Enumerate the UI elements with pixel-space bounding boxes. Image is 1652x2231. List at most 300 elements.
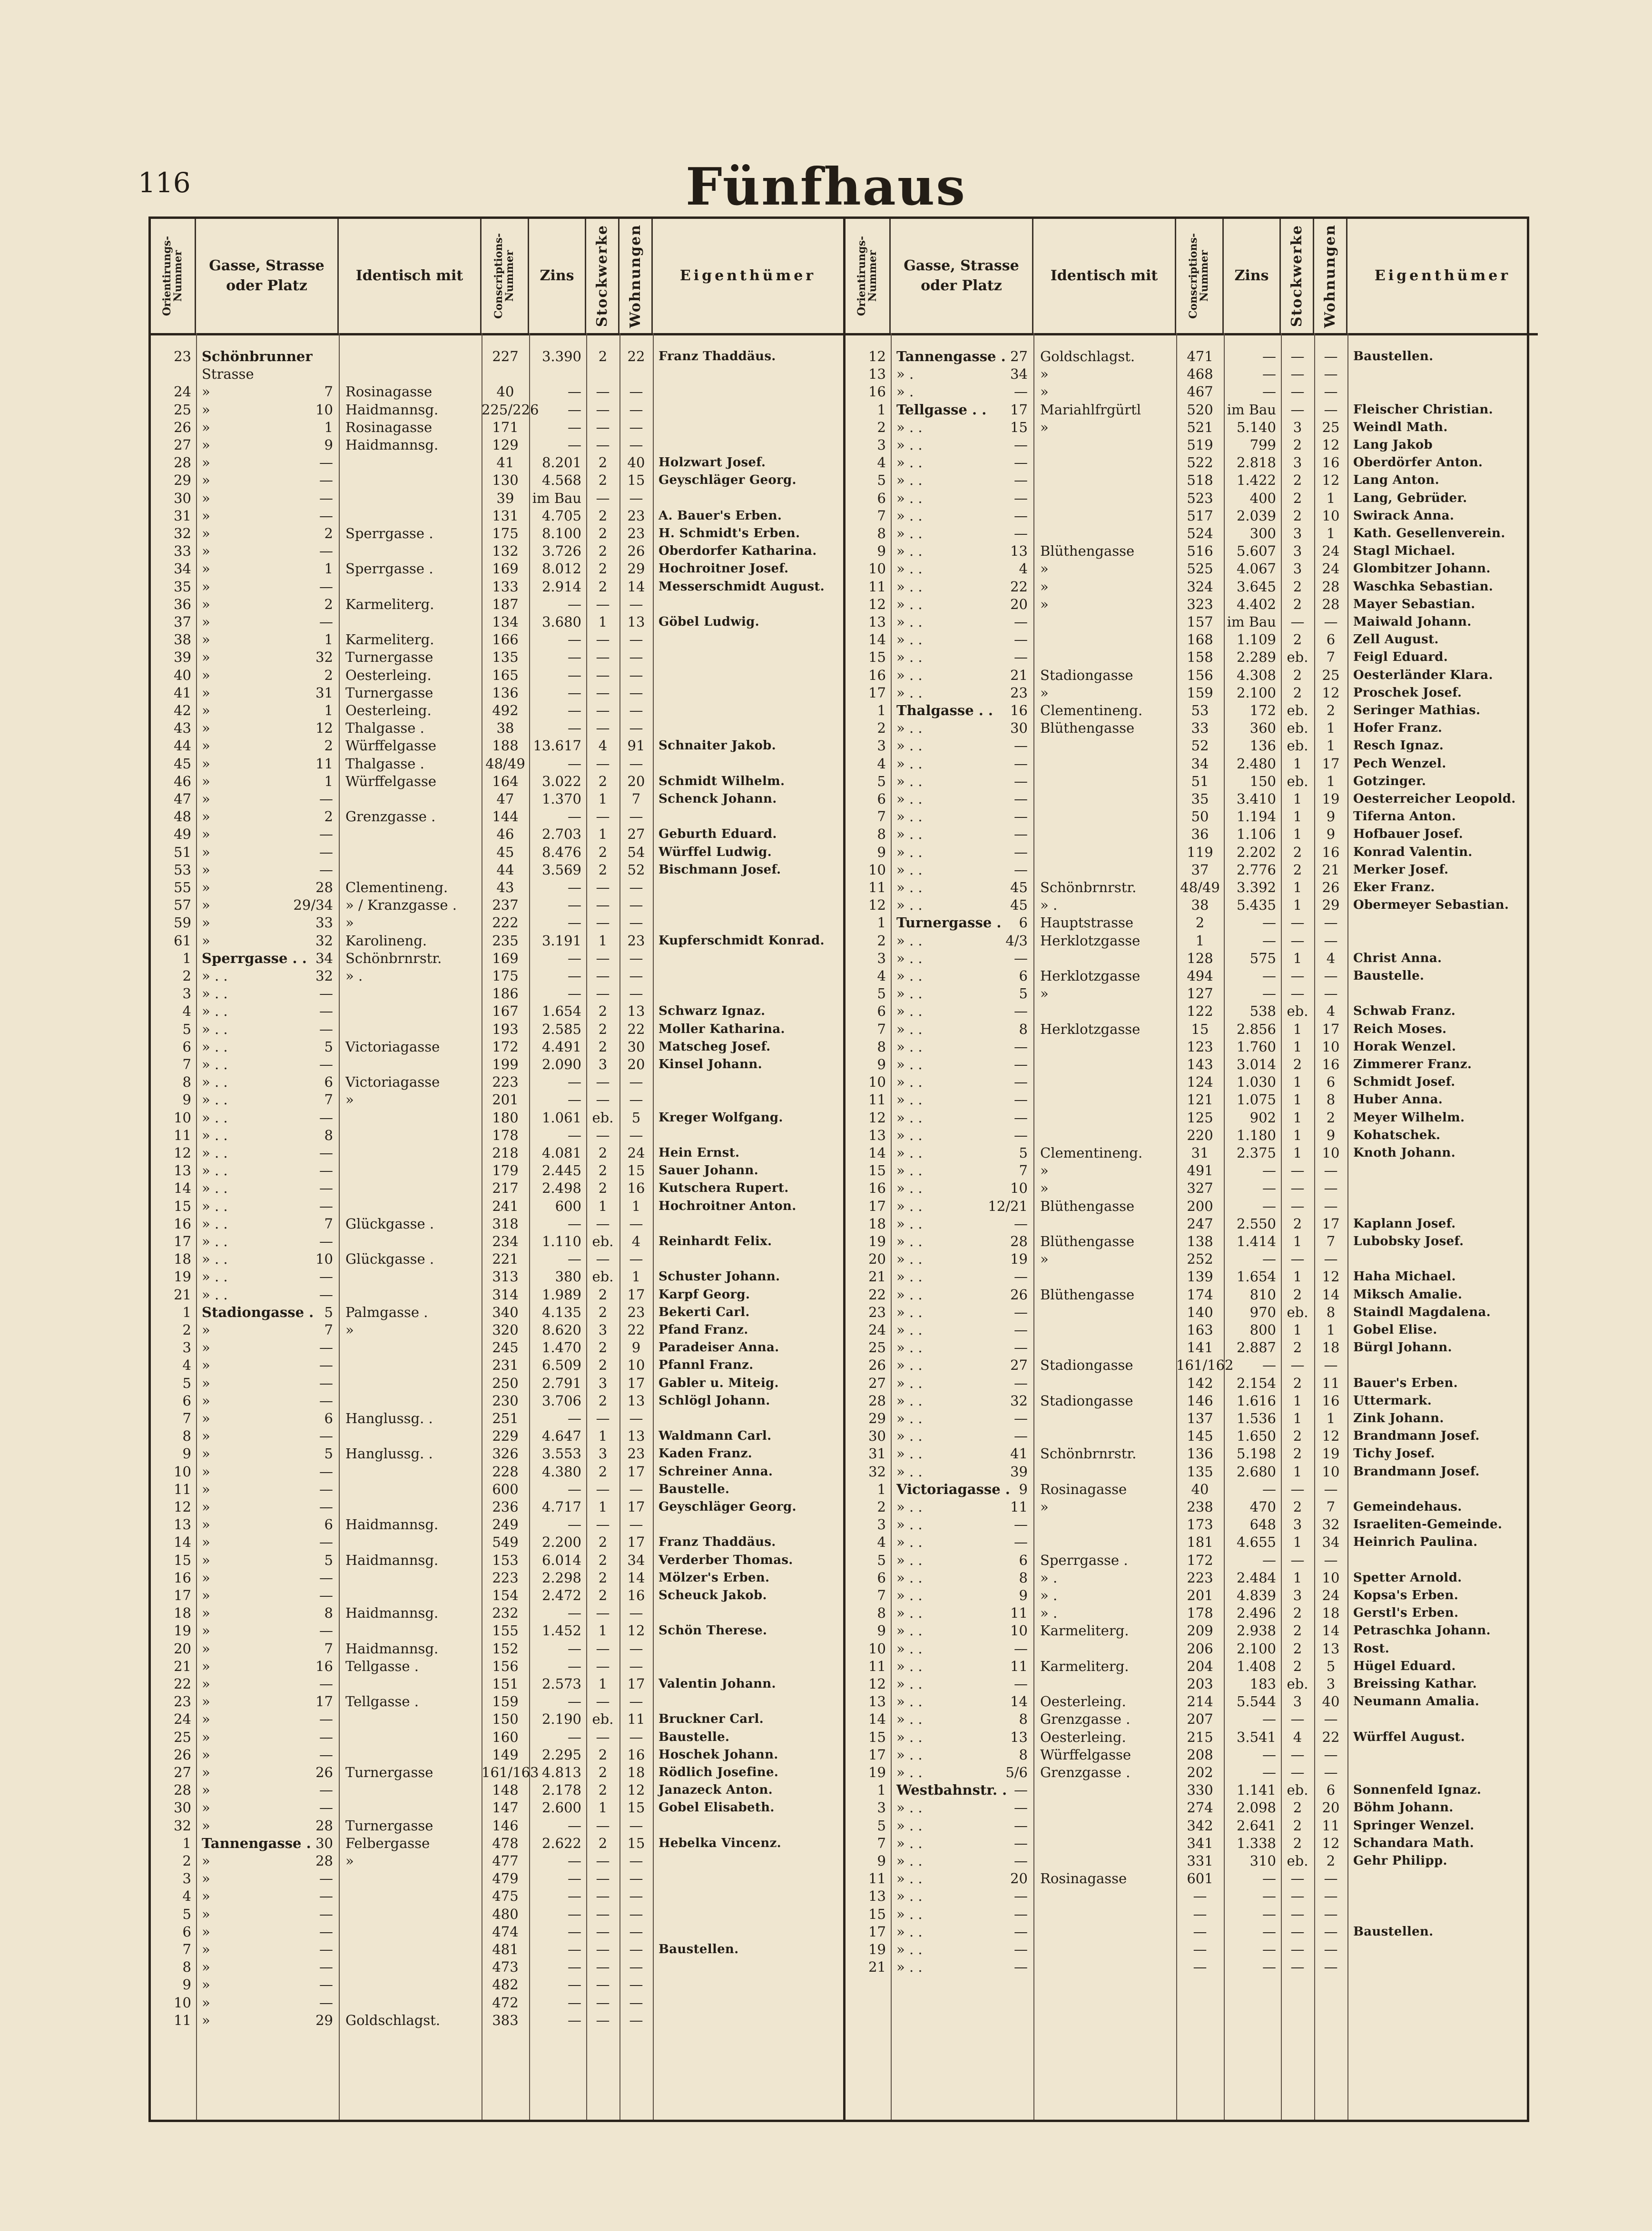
street: » . .: [896, 1534, 923, 1551]
zins: 2.938: [1236, 1622, 1276, 1639]
ord-number: 1: [182, 1304, 191, 1320]
wohnungen: —: [629, 1693, 643, 1710]
consc-number: —: [1193, 1906, 1207, 1922]
street: »: [202, 826, 210, 843]
consc-number: 204: [1187, 1658, 1213, 1674]
owner: Paradeiser Anna.: [659, 1340, 779, 1355]
street: » . .: [896, 490, 923, 506]
consc-number: 215: [1187, 1729, 1213, 1745]
consc-number: 477: [492, 1853, 519, 1869]
zins: 1.109: [1236, 631, 1276, 648]
ord-number: 1: [877, 401, 886, 418]
ord-number: 55: [174, 879, 191, 895]
street: » . .: [896, 1410, 923, 1426]
owner: Gobel Elise.: [1353, 1323, 1437, 1337]
owner: Gemeindehaus.: [1353, 1500, 1462, 1514]
stockwerke: 2: [1293, 1640, 1302, 1657]
zins: 3.553: [541, 1445, 581, 1462]
stockwerke: —: [596, 985, 610, 1002]
ident-number: —: [1014, 1339, 1028, 1356]
ident-street: Thalgasse .: [345, 755, 424, 772]
street: » . .: [202, 968, 228, 984]
ord-number: 14: [174, 1534, 191, 1551]
stockwerke: —: [596, 1091, 610, 1108]
owner: Mayer Sebastian.: [1353, 597, 1475, 611]
ident-number: —: [319, 1534, 333, 1551]
stockwerke: —: [596, 1906, 610, 1922]
owner: Böhm Johann.: [1353, 1800, 1454, 1815]
owner: Maiwald Johann.: [1353, 615, 1472, 629]
ident-number: 4: [1019, 560, 1028, 577]
ident-number: 34: [1010, 366, 1028, 383]
stockwerke: —: [596, 1127, 610, 1143]
street: » . .: [896, 950, 923, 966]
consc-number: 38: [496, 720, 514, 737]
owner: Heinrich Paulina.: [1353, 1535, 1478, 1550]
wohnungen: 6: [1326, 631, 1336, 648]
street: » . .: [896, 1658, 923, 1674]
zins: 2.496: [1236, 1605, 1276, 1622]
owner: Pfannl Franz.: [659, 1358, 754, 1373]
wohnungen: —: [629, 897, 643, 914]
ident-number: 8: [1019, 1711, 1028, 1728]
wohnungen: —: [629, 1994, 643, 2011]
consc-number: 524: [1187, 525, 1213, 541]
zins: 799: [1249, 437, 1276, 453]
street: »: [202, 578, 210, 595]
ord-number: 30: [174, 1799, 191, 1816]
street: »: [202, 472, 210, 489]
table-row: [846, 1145, 1538, 1161]
ident-number: —: [319, 472, 333, 489]
owner: Brandmann Josef.: [1353, 1464, 1480, 1479]
stockwerke: 2: [1293, 472, 1302, 489]
ident-number: 29/34: [293, 897, 333, 914]
street: »: [202, 1481, 210, 1497]
street: »: [202, 560, 210, 577]
ord-number: 23: [174, 348, 191, 364]
owner: Schreiner Anna.: [659, 1464, 773, 1479]
table-row: [151, 1410, 843, 1426]
street: »: [202, 702, 210, 718]
ord-number: 1: [182, 950, 191, 966]
ident-number: —: [319, 1357, 333, 1374]
stockwerke: 3: [1293, 543, 1302, 560]
stockwerke: 2: [598, 1286, 608, 1303]
table-row: [151, 1110, 843, 1126]
table-row: [846, 1605, 1538, 1621]
ord-number: 30: [868, 1428, 886, 1445]
wohnungen: —: [629, 1870, 643, 1887]
ident-street: Haidmannsg.: [345, 401, 439, 418]
wohnungen: 1: [1326, 1322, 1336, 1338]
wohnungen: —: [629, 914, 643, 931]
wohnungen: 1: [1326, 720, 1336, 737]
zins: 5.435: [1236, 897, 1276, 914]
ord-number: 31: [868, 1445, 886, 1462]
stockwerke: 2: [598, 844, 608, 860]
stockwerke: 1: [598, 1676, 608, 1692]
stockwerke: —: [596, 684, 610, 701]
consc-number: 249: [492, 1516, 519, 1533]
ident-number: 17: [315, 1693, 333, 1710]
stockwerke: 3: [598, 1056, 608, 1072]
consc-number: 146: [1187, 1392, 1213, 1409]
consc-number: 472: [492, 1994, 519, 2011]
zins: —: [568, 419, 581, 435]
wohnungen: 13: [627, 1392, 645, 1409]
zins: —: [1262, 1552, 1276, 1568]
ident-number: —: [319, 1109, 333, 1126]
street: » . .: [896, 808, 923, 825]
zins: —: [1262, 968, 1276, 984]
table-row: [846, 649, 1538, 665]
zins: 1.452: [541, 1622, 581, 1639]
wohnungen: 24: [1322, 543, 1340, 560]
ident-street: Oesterleing.: [345, 702, 432, 718]
zins: 172: [1249, 702, 1276, 718]
ident-number: 5: [324, 1304, 333, 1320]
ident-number: —: [1014, 791, 1028, 807]
ord-number: 42: [174, 702, 191, 718]
wohnungen: 40: [1322, 1693, 1340, 1710]
ident-number: —: [319, 543, 333, 560]
consc-number: 223: [492, 1569, 519, 1586]
owner: Gobel Elisabeth.: [659, 1800, 775, 1815]
wohnungen: 17: [627, 1286, 645, 1303]
table-row: [846, 1676, 1538, 1692]
stockwerke: 1: [598, 614, 608, 630]
table-row: [151, 1091, 843, 1108]
zins: 1.536: [1236, 1410, 1276, 1426]
zins: 1.180: [1236, 1127, 1276, 1143]
stockwerke: —: [1290, 1941, 1305, 1957]
consc-number: 167: [492, 1003, 519, 1020]
wohnungen: —: [629, 383, 643, 400]
ord-number: 9: [877, 844, 886, 860]
ident-number: —: [1014, 1127, 1028, 1143]
wohnungen: 10: [1322, 1569, 1340, 1586]
ident-street: Palmgasse .: [345, 1304, 428, 1320]
wohnungen: 13: [627, 1428, 645, 1445]
table-row: [846, 667, 1538, 683]
street: » . .: [896, 614, 923, 630]
street: » . .: [202, 1091, 228, 1108]
owner: Baustelle.: [1353, 969, 1425, 983]
table-row: [846, 1428, 1538, 1444]
zins: 1.654: [1236, 1268, 1276, 1285]
street: » . .: [896, 560, 923, 577]
street: » . .: [896, 1923, 923, 1940]
street: » . .: [896, 1180, 923, 1197]
ord-number: 28: [868, 1392, 886, 1409]
consc-number: 180: [492, 1109, 519, 1126]
street: » . .: [896, 1605, 923, 1622]
stockwerke: —: [1290, 366, 1305, 383]
ord-number: 8: [877, 525, 886, 541]
consc-number: 228: [492, 1463, 519, 1480]
street: » . .: [202, 1180, 228, 1197]
ident-street: Herklotzgasse: [1040, 932, 1141, 949]
consc-number: 165: [492, 667, 519, 683]
wohnungen: 17: [627, 1375, 645, 1391]
ident-number: —: [319, 1481, 333, 1497]
ident-number: 1: [324, 631, 333, 648]
stockwerke: —: [596, 1853, 610, 1869]
ident-number: 9: [324, 437, 333, 453]
ord-number: 51: [174, 844, 191, 860]
zins: —: [568, 1640, 581, 1657]
table-row: [151, 1676, 843, 1692]
street: »: [202, 1693, 210, 1710]
owner: Verderber Thomas.: [659, 1553, 793, 1567]
ord-number: 15: [868, 1906, 886, 1922]
consc-number: 601: [1187, 1870, 1213, 1887]
zins: 2.178: [541, 1782, 581, 1799]
stockwerke: 2: [1293, 667, 1302, 683]
zins: 800: [1249, 1322, 1276, 1338]
wohnungen: 54: [627, 844, 645, 860]
ord-number: 2: [182, 968, 191, 984]
ident-street: Herklotzgasse: [1040, 1021, 1141, 1037]
table-row: [151, 1570, 843, 1586]
wohnungen: —: [629, 401, 643, 418]
wohnungen: —: [1324, 1251, 1338, 1268]
ord-number: 12: [868, 897, 886, 914]
consc-number: 238: [1187, 1499, 1213, 1515]
table-row: [846, 1924, 1538, 1940]
ident-number: —: [1014, 1782, 1028, 1799]
consc-number: 140: [1187, 1304, 1213, 1320]
zins: 3.410: [1236, 791, 1276, 807]
ident-number: —: [319, 861, 333, 878]
ord-number: 2: [182, 1322, 191, 1338]
consc-number: 227: [492, 348, 519, 364]
stockwerke: —: [1290, 1888, 1305, 1905]
zins: —: [1262, 1357, 1276, 1374]
wohnungen: 20: [1322, 1799, 1340, 1816]
owner: H. Schmidt's Erben.: [659, 526, 800, 541]
stockwerke: —: [596, 1817, 610, 1834]
consc-number: 169: [492, 950, 519, 966]
street: » . .: [896, 649, 923, 666]
zins: 1.194: [1236, 808, 1276, 825]
street: » . .: [896, 1322, 923, 1338]
street: »: [202, 1729, 210, 1745]
street: » . .: [896, 879, 923, 895]
ident-number: 23: [1010, 684, 1028, 701]
ident-street: Turnergasse: [345, 649, 433, 666]
ident-number: —: [319, 791, 333, 807]
ord-number: 7: [877, 507, 886, 524]
consc-number: 342: [1187, 1817, 1213, 1834]
ord-number: 7: [182, 1056, 191, 1072]
zins: —: [568, 720, 581, 737]
ord-number: 13: [174, 1162, 191, 1179]
owner: Sauer Johann.: [659, 1163, 758, 1178]
street: » . .: [896, 1215, 923, 1232]
street: » . .: [202, 1145, 228, 1161]
wohnungen: —: [1324, 401, 1338, 418]
wohnungen: —: [629, 684, 643, 701]
table-row: [151, 1711, 843, 1727]
consc-number: 171: [492, 419, 519, 435]
stockwerke: 2: [598, 454, 608, 471]
zins: 1.106: [1236, 826, 1276, 843]
wohnungen: —: [1324, 1906, 1338, 1922]
ident-number: —: [319, 1233, 333, 1249]
consc-number: 481: [492, 1941, 519, 1957]
table-row: [151, 579, 843, 595]
ident-street: » .: [1040, 1569, 1058, 1586]
street: » . .: [896, 1552, 923, 1568]
ident-street: Hanglussg. .: [345, 1445, 433, 1462]
table-row: [846, 1658, 1538, 1674]
table-row: [846, 1481, 1538, 1497]
zins: —: [1262, 1251, 1276, 1268]
header-stock: Stockwerke: [1281, 219, 1314, 333]
consc-number: 128: [1187, 950, 1213, 966]
stockwerke: 1: [1293, 1091, 1302, 1108]
zins: 5.198: [1236, 1445, 1276, 1462]
table-row: [846, 685, 1538, 701]
stockwerke: —: [596, 968, 610, 984]
ord-number: 9: [182, 1976, 191, 1993]
street: »: [202, 543, 210, 560]
street: »: [202, 1746, 210, 1763]
table-row: [846, 1287, 1538, 1303]
zins: 2.791: [541, 1375, 581, 1391]
consc-number: 40: [496, 383, 514, 400]
zins: —: [568, 1888, 581, 1905]
table-row: [151, 1605, 843, 1621]
street: » . .: [896, 897, 923, 914]
owner: Rost.: [1353, 1641, 1390, 1656]
stockwerke: —: [596, 437, 610, 453]
ident-number: —: [1014, 614, 1028, 630]
street: »: [202, 1534, 210, 1551]
owner: Knoth Johann.: [1353, 1146, 1455, 1160]
owner: Hochroitner Anton.: [659, 1199, 796, 1213]
ord-number: 4: [182, 1888, 191, 1905]
header-zins: Zins: [529, 219, 586, 333]
zins: 1.370: [541, 791, 581, 807]
consc-number: 331: [1187, 1853, 1213, 1869]
ident-number: 8: [324, 1127, 333, 1143]
owner: Kaplann Josef.: [1353, 1216, 1456, 1231]
ident-street: Würffelgasse: [345, 773, 436, 789]
stockwerke: —: [596, 1994, 610, 2011]
stockwerke: 2: [598, 525, 608, 541]
table-row: [846, 1499, 1538, 1515]
wohnungen: 1: [1326, 490, 1336, 506]
stockwerke: 2: [598, 1782, 608, 1799]
stockwerke: —: [596, 1410, 610, 1426]
table-row: [151, 826, 843, 842]
consc-number: 235: [492, 932, 519, 949]
wohnungen: —: [629, 1516, 643, 1533]
ord-number: 17: [868, 1198, 886, 1214]
table-row: [846, 985, 1538, 1002]
table-row: [151, 1287, 843, 1303]
ident-street: Rosinagasse: [345, 383, 433, 400]
ident-number: 45: [1010, 879, 1028, 895]
wohnungen: 20: [627, 1056, 645, 1072]
consc-number: 174: [1187, 1286, 1213, 1303]
street: »: [202, 1941, 210, 1957]
table-row: [846, 525, 1538, 541]
ident-number: 16: [1010, 702, 1028, 718]
street: » . .: [896, 1233, 923, 1249]
zins: —: [568, 950, 581, 966]
consc-number: 223: [1187, 1569, 1213, 1586]
stockwerke: eb.: [1287, 737, 1308, 754]
owner: Hügel Eduard.: [1353, 1659, 1456, 1673]
ident-number: 10: [1010, 1622, 1028, 1639]
consc-number: 516: [1187, 543, 1213, 560]
table-row: [151, 1941, 843, 1957]
street: » . .: [202, 1251, 228, 1268]
table-row: [846, 614, 1538, 630]
ident-number: —: [1014, 1074, 1028, 1091]
street: » . .: [896, 1711, 923, 1728]
ident-street: Oesterleing.: [1040, 1729, 1126, 1745]
owner: Karpf Georg.: [659, 1287, 750, 1302]
ord-number: 2: [877, 932, 886, 949]
consc-number: 127: [1187, 985, 1213, 1002]
stockwerke: 3: [1293, 1587, 1302, 1603]
ord-number: 16: [868, 667, 886, 683]
zins: 2.818: [1236, 454, 1276, 471]
street: » . .: [896, 1445, 923, 1462]
owner: Proschek Josef.: [1353, 685, 1462, 700]
wohnungen: —: [1324, 1746, 1338, 1763]
ord-number: 12: [868, 1676, 886, 1692]
stockwerke: —: [596, 1074, 610, 1091]
consc-number: 155: [492, 1622, 519, 1639]
table-row: [846, 933, 1538, 949]
ident-number: —: [1014, 1959, 1028, 1975]
ord-number: 10: [174, 1994, 191, 2011]
ident-number: 29: [315, 2012, 333, 2028]
left-header: [151, 219, 843, 335]
ord-number: 1: [877, 702, 886, 718]
zins: 136: [1249, 737, 1276, 754]
street: »: [202, 614, 210, 630]
wohnungen: 1: [1326, 1410, 1336, 1426]
wohnungen: 13: [627, 1003, 645, 1020]
ident-number: —: [319, 1392, 333, 1409]
owner: Miksch Amalie.: [1353, 1287, 1463, 1302]
zins: 2.585: [541, 1021, 581, 1037]
zins: 970: [1249, 1304, 1276, 1320]
owner: Pech Wenzel.: [1353, 756, 1446, 771]
zins: 6.014: [541, 1552, 581, 1568]
ident-street: Clementineng.: [1040, 1145, 1143, 1161]
stockwerke: 1: [1293, 950, 1302, 966]
street: » . .: [896, 1959, 923, 1975]
ord-number: 5: [877, 1552, 886, 1568]
zins: 2.202: [1236, 844, 1276, 860]
zins: —: [568, 1994, 581, 2011]
wohnungen: 40: [627, 454, 645, 471]
wohnungen: —: [1324, 1481, 1338, 1497]
header-owner: Eigenthümer: [1374, 267, 1511, 284]
stockwerke: 2: [1293, 1658, 1302, 1674]
wohnungen: —: [629, 808, 643, 825]
owner: Kupferschmidt Konrad.: [659, 933, 825, 948]
wohnungen: —: [1324, 1711, 1338, 1728]
